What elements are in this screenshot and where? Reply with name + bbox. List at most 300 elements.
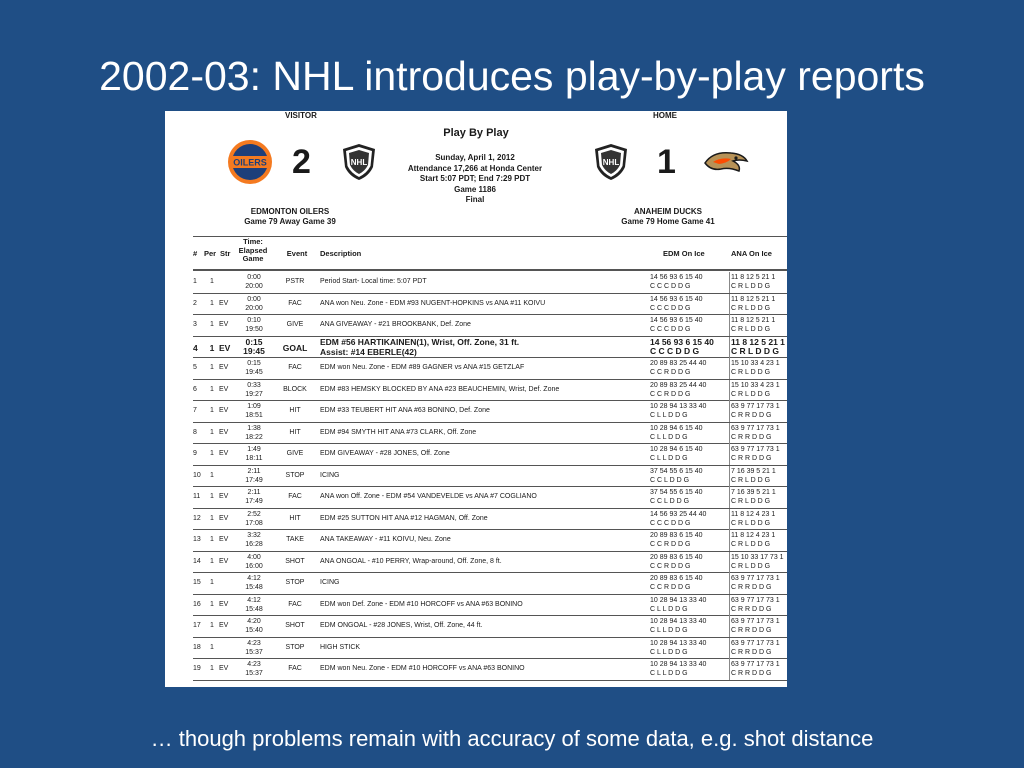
row-ana-on-ice (731, 273, 787, 293)
row-number: 13 (193, 536, 201, 543)
row-time-elapsed: 4:20 (247, 618, 261, 625)
row-ana-on-ice (731, 596, 787, 616)
row-event: GOAL (282, 342, 308, 353)
row-ana-on-ice (731, 574, 787, 594)
row-time-game: 15:40 (245, 627, 263, 634)
edm-player-positions: C C L D D G (650, 476, 690, 484)
row-edm-on-ice (650, 596, 730, 616)
edm-player-positions: C L L D D G (650, 455, 688, 462)
edm-player-numbers: 14 56 93 6 15 40 (650, 295, 703, 303)
ana-player-positions: C R R D D G (731, 627, 772, 634)
edm-player-positions: C C R D D G (650, 390, 691, 398)
row-ana-on-ice (731, 510, 787, 530)
ana-player-positions: C R L D D G (731, 304, 771, 312)
ana-player-positions: C R R D D G (731, 670, 772, 677)
row-description-line: ANA won Off. Zone - EDM #54 VANDEVELDE vs ANA #7 COGLIANO (320, 493, 537, 500)
edm-player-positions: C L L D D G (650, 412, 688, 419)
row-event: FAC (288, 665, 302, 672)
row-time-elapsed: 1:49 (247, 446, 261, 453)
row-event: PSTR (285, 278, 305, 285)
edm-player-numbers: 10 28 94 13 33 40 (650, 639, 707, 647)
row-edm-on-ice (650, 445, 730, 465)
row-edm-on-ice (650, 531, 730, 551)
table-row (193, 466, 787, 488)
row-time-elapsed: 4:23 (247, 661, 261, 668)
ana-player-numbers: 11 8 12 5 21 1 (731, 295, 776, 303)
row-time-elapsed: 1:38 (247, 424, 261, 432)
row-period: 1 (210, 622, 214, 629)
row-time (236, 338, 272, 358)
ice-column-divider (729, 552, 730, 573)
ana-player-positions: C R R D D G (731, 648, 772, 656)
row-number: 11 (193, 493, 201, 500)
row-time-game: 16:00 (245, 562, 263, 570)
edm-player-numbers: 20 89 83 6 15 40 (650, 575, 703, 582)
edm-player-numbers: 10 28 94 13 33 40 (650, 403, 707, 410)
table-row (193, 380, 787, 402)
row-time-elapsed: 2:52 (247, 510, 261, 518)
row-time-elapsed: 4:23 (247, 639, 261, 647)
row-event: TAKE (286, 536, 304, 543)
ice-column-divider (729, 595, 730, 616)
ice-column-divider (729, 423, 730, 444)
row-time-game: 15:37 (245, 648, 263, 656)
col-event: Event (286, 249, 308, 258)
row-time (236, 295, 272, 315)
table-row (193, 595, 787, 617)
edm-player-positions: C C C D D G (650, 326, 691, 333)
row-event: BLOCK (283, 385, 307, 393)
row-edm-on-ice (650, 639, 730, 659)
edm-player-numbers: 37 54 55 6 15 40 (650, 467, 703, 475)
nhl-logo-text: NHL (350, 158, 368, 167)
edm-player-positions: C C R D D G (650, 584, 691, 591)
row-edm-on-ice (650, 617, 730, 637)
ana-player-numbers: 11 8 12 5 21 1 (731, 317, 776, 324)
row-description-line: ANA GIVEAWAY - #21 BROOKBANK, Def. Zone (320, 321, 471, 328)
row-time-elapsed: 3:32 (247, 532, 261, 539)
row-event: GIVE (286, 450, 304, 457)
game-times: Start 5:07 PDT; End 7:29 PDT (419, 174, 531, 183)
row-number: 4 (193, 342, 198, 353)
row-period: 1 (210, 321, 214, 328)
ice-column-divider (729, 616, 730, 637)
ana-player-numbers: 63 9 77 17 73 1 (731, 639, 780, 647)
row-period: 1 (210, 536, 214, 543)
game-date: Sunday, April 1, 2012 (435, 153, 515, 162)
row-description-line: EDM ONGOAL - #28 JONES, Wrist, Off. Zone, 44 ft. (320, 622, 483, 629)
row-event: HIT (289, 514, 301, 522)
table-row (193, 358, 787, 380)
ana-player-numbers: 63 9 77 17 73 1 (731, 403, 780, 410)
row-strength: EV (219, 622, 229, 629)
row-ana-on-ice (731, 467, 787, 487)
row-number: 5 (193, 364, 197, 371)
row-period: 1 (210, 514, 214, 522)
row-description-line: EDM #25 SUTTON HIT ANA #12 HAGMAN, Off. Zone (320, 514, 488, 522)
ana-player-numbers: 15 10 33 4 23 1 (731, 381, 780, 389)
row-ana-on-ice (731, 445, 787, 465)
edm-player-numbers: 20 89 83 25 44 40 (650, 381, 707, 389)
row-number: 19 (193, 665, 201, 672)
row-ana-on-ice (731, 338, 787, 358)
ana-player-positions: C R L D D G (731, 498, 771, 505)
row-ana-on-ice (731, 316, 787, 336)
row-number: 3 (193, 321, 197, 328)
edm-player-positions: C C C D D G (650, 519, 691, 527)
report-title: Play By Play (443, 127, 509, 139)
header-rule-bottom (193, 269, 787, 271)
row-period: 1 (210, 493, 214, 500)
row-description-line: EDM #94 SMYTH HIT ANA #73 CLARK, Off. Zone (320, 428, 477, 436)
row-description-line2: Assist: #14 EBERLE(42) (320, 346, 417, 357)
edm-player-numbers: 14 56 93 25 44 40 (650, 510, 707, 518)
row-period: 1 (210, 579, 214, 586)
row-strength: EV (219, 536, 229, 543)
ana-player-numbers: 11 8 12 4 23 1 (731, 510, 776, 518)
row-description-line: EDM GIVEAWAY - #28 JONES, Off. Zone (320, 450, 450, 457)
row-description (320, 665, 650, 685)
home-score: 1 (657, 143, 676, 181)
row-time-game: 18:51 (245, 412, 263, 419)
row-time-elapsed: 0:15 (245, 336, 263, 347)
slide-footnote: … though problems remain with accuracy of some data, e.g. shot distance (150, 726, 874, 751)
row-strength: EV (219, 385, 229, 393)
edm-player-numbers: 10 28 94 13 33 40 (650, 618, 707, 625)
row-time (236, 316, 272, 336)
row-ana-on-ice (731, 553, 787, 573)
row-number: 2 (193, 299, 197, 307)
edm-player-positions: C C C D D G (650, 345, 700, 356)
ice-column-divider (729, 401, 730, 422)
row-number: 16 (193, 600, 201, 608)
ana-player-positions: C R R D D G (731, 412, 772, 419)
ana-player-positions: C R R D D G (731, 605, 772, 613)
row-ana-on-ice (731, 639, 787, 659)
row-description (320, 337, 650, 357)
row-edm-on-ice (650, 488, 730, 508)
row-time (236, 510, 272, 530)
visitor-team-block (205, 207, 375, 227)
row-number: 8 (193, 428, 197, 436)
edm-player-positions: C C R D D G (650, 562, 691, 570)
edm-player-numbers: 10 28 94 6 15 40 (650, 446, 703, 453)
edm-player-numbers: 10 28 94 13 33 40 (650, 596, 707, 604)
edm-player-numbers: 14 56 93 6 15 40 (650, 274, 703, 281)
row-time-elapsed: 0:33 (247, 381, 261, 389)
row-period: 1 (210, 385, 214, 393)
visitor-team-name: EDMONTON OILERS (250, 207, 330, 216)
row-ana-on-ice (731, 359, 787, 379)
table-row (193, 509, 787, 531)
ana-player-positions: C R L D D G (731, 369, 771, 376)
row-number: 7 (193, 407, 197, 414)
event-rows (193, 272, 787, 681)
row-number: 9 (193, 450, 197, 457)
row-time (236, 359, 272, 379)
row-description-line: ICING (320, 579, 340, 586)
row-time-elapsed: 0:10 (247, 317, 261, 324)
row-time-game: 20:00 (245, 304, 263, 312)
edm-player-positions: C C L D D G (650, 498, 690, 505)
ice-column-divider (729, 272, 730, 293)
row-period: 1 (210, 450, 214, 457)
ana-player-positions: C R L D D G (731, 390, 771, 398)
ana-player-numbers: 63 9 77 17 73 1 (731, 661, 780, 668)
row-time-elapsed: 4:00 (247, 553, 261, 561)
row-period: 1 (209, 342, 215, 353)
table-row (193, 573, 787, 595)
row-description-line: ANA ONGOAL - #10 PERRY, Wrap-around, Off. Zone, 8 ft. (320, 557, 502, 565)
row-time-game: 15:37 (245, 670, 263, 677)
row-edm-on-ice (650, 402, 730, 422)
edm-player-numbers: 37 54 55 6 15 40 (650, 489, 703, 496)
edm-player-positions: C L L D D G (650, 648, 688, 656)
ice-column-divider (729, 444, 730, 465)
ana-player-numbers: 11 8 12 5 21 1 (731, 337, 785, 347)
edm-player-numbers: 20 89 83 6 15 40 (650, 553, 703, 561)
row-description-line: ICING (320, 471, 340, 479)
row-time (236, 445, 272, 465)
row-period: 1 (210, 278, 214, 285)
row-time-elapsed: 2:11 (247, 489, 261, 496)
row-time (236, 402, 272, 422)
header-rule-top (193, 236, 787, 237)
nhl-shield-icon (341, 143, 377, 181)
ana-player-numbers: 11 8 12 4 23 1 (731, 532, 776, 539)
ice-column-divider (729, 337, 730, 358)
row-ana-on-ice (731, 488, 787, 508)
row-edm-on-ice (650, 273, 730, 293)
row-time-game: 18:11 (245, 455, 263, 462)
edm-player-numbers: 10 28 94 6 15 40 (650, 424, 703, 432)
row-strength: EV (219, 321, 229, 328)
row-description-line: EDM #33 TEUBERT HIT ANA #63 BONINO, Def. Zone (320, 407, 490, 414)
ana-player-numbers: 7 16 39 5 21 1 (731, 489, 776, 496)
row-strength: EV (219, 600, 229, 608)
row-time-game: 18:22 (245, 433, 263, 441)
ana-player-numbers: 15 10 33 17 73 1 (731, 553, 784, 561)
row-description-line: EDM won Def. Zone - EDM #10 HORCOFF vs ANA #63 BONINO (320, 600, 523, 608)
row-time-game: 19:50 (245, 326, 263, 333)
row-event: FAC (288, 493, 302, 500)
row-period: 1 (210, 407, 214, 414)
nhl-logo-text: NHL (602, 158, 620, 167)
row-time-elapsed: 0:15 (247, 360, 261, 367)
ice-column-divider (729, 638, 730, 659)
ana-player-numbers: 63 9 77 17 73 1 (731, 446, 780, 453)
table-row (193, 659, 787, 681)
edm-player-positions: C L L D D G (650, 670, 688, 677)
row-time (236, 488, 272, 508)
row-edm-on-ice (650, 467, 730, 487)
row-time-game: 17:49 (245, 498, 263, 505)
edm-player-numbers: 14 56 93 6 15 40 (650, 317, 703, 324)
row-time (236, 660, 272, 680)
ana-player-positions: C R L D D G (731, 541, 771, 548)
edm-player-positions: C L L D D G (650, 627, 688, 634)
row-strength: EV (219, 407, 229, 414)
ice-column-divider (729, 573, 730, 594)
table-row (193, 487, 787, 509)
row-strength: EV (219, 493, 229, 500)
table-row (193, 530, 787, 552)
row-time-game: 19:27 (245, 390, 263, 398)
home-team-name: ANAHEIM DUCKS (634, 207, 702, 216)
row-description-line: Period Start- Local time: 5:07 PDT (320, 278, 427, 285)
col-per: Per (204, 249, 217, 258)
row-time (236, 574, 272, 594)
row-number: 6 (193, 385, 197, 393)
edm-player-positions: C C R D D G (650, 541, 691, 548)
table-row (193, 401, 787, 423)
row-event: GIVE (286, 321, 304, 328)
slide-title: 2002-03: NHL introduces play-by-play reports (99, 53, 925, 99)
row-edm-on-ice (650, 553, 730, 573)
table-row (193, 272, 787, 294)
row-period: 1 (210, 471, 214, 479)
visitor-label: VISITOR (285, 111, 317, 120)
ice-column-divider (729, 358, 730, 379)
table-row (193, 638, 787, 660)
row-period: 1 (210, 600, 214, 608)
row-time (236, 531, 272, 551)
ana-player-positions: C R L D D G (731, 326, 771, 333)
home-team-block (583, 207, 753, 227)
row-time (236, 617, 272, 637)
ana-player-numbers: 63 9 77 17 73 1 (731, 575, 780, 582)
row-event: FAC (288, 299, 302, 307)
row-event: FAC (288, 364, 302, 371)
edm-player-positions: C L L D D G (650, 605, 688, 613)
edm-player-positions: C L L D D G (650, 433, 688, 441)
edm-player-numbers: 14 56 93 6 15 40 (650, 337, 714, 347)
row-strength: EV (219, 299, 229, 307)
row-description-line: EDM #83 HEMSKY BLOCKED BY ANA #23 BEAUCHEMIN, Wrist, Def. Zone (320, 385, 560, 393)
row-edm-on-ice (650, 338, 730, 358)
row-ana-on-ice (731, 424, 787, 444)
home-team-game: Game 79 Home Game 41 (621, 217, 715, 226)
col-time: Time: Elapsed Game (238, 237, 268, 263)
row-ana-on-ice (731, 531, 787, 551)
col-description: Description (320, 249, 362, 258)
row-number: 14 (193, 557, 201, 565)
row-number: 10 (193, 471, 201, 479)
row-time-elapsed: 0:00 (247, 295, 261, 303)
row-ana-on-ice (731, 381, 787, 401)
row-time-elapsed: 4:12 (247, 575, 261, 582)
ana-player-positions: C R R D D G (731, 584, 772, 591)
game-info (375, 153, 575, 206)
row-time (236, 273, 272, 293)
ana-player-numbers: 11 8 12 5 21 1 (731, 274, 776, 281)
row-edm-on-ice (650, 510, 730, 530)
row-event: FAC (288, 600, 302, 608)
row-time (236, 596, 272, 616)
row-time (236, 467, 272, 487)
ice-column-divider (729, 530, 730, 551)
row-description-line: EDM #56 HARTIKAINEN(1), Wrist, Off. Zone, 31 ft. (320, 336, 520, 347)
row-time-elapsed: 1:09 (247, 403, 261, 410)
edm-player-positions: C C C D D G (650, 304, 691, 312)
row-description-line: HIGH STICK (320, 643, 361, 651)
play-by-play-report (165, 111, 787, 687)
row-edm-on-ice (650, 424, 730, 444)
row-strength: EV (219, 665, 229, 672)
row-event: STOP (285, 579, 305, 586)
row-strength: EV (219, 450, 229, 457)
col-edm-ice: EDM On Ice (663, 249, 705, 258)
ana-player-positions: C R R D D G (731, 433, 772, 441)
ana-player-numbers: 7 16 39 5 21 1 (731, 467, 776, 475)
ice-column-divider (729, 380, 730, 401)
col-num: # (193, 249, 198, 258)
ice-column-divider (729, 315, 730, 336)
row-time-game: 15:48 (245, 605, 263, 613)
ana-player-numbers: 15 10 33 4 23 1 (731, 360, 780, 367)
col-ana-ice: ANA On Ice (731, 249, 772, 258)
row-edm-on-ice (650, 359, 730, 379)
row-ana-on-ice (731, 402, 787, 422)
row-time-game: 17:08 (245, 519, 263, 527)
row-time (236, 639, 272, 659)
row-event: SHOT (285, 622, 305, 629)
row-description-line: EDM won Neu. Zone - EDM #89 GAGNER vs ANA #15 GETZLAF (320, 364, 525, 371)
table-row (193, 616, 787, 638)
ana-player-positions: C R L D D G (731, 345, 780, 356)
row-time (236, 424, 272, 444)
row-time-elapsed: 2:11 (247, 467, 261, 475)
nhl-shield-icon (593, 143, 629, 181)
row-event: HIT (289, 407, 301, 414)
table-row (193, 423, 787, 445)
home-label: HOME (653, 111, 677, 120)
game-number: Game 1186 (454, 184, 496, 194)
row-period: 1 (210, 665, 214, 672)
row-number: 17 (193, 622, 201, 629)
ana-player-positions: C R L D D G (731, 476, 771, 484)
row-period: 1 (210, 299, 214, 307)
row-period: 1 (210, 428, 214, 436)
edm-player-positions: C C C D D G (650, 283, 691, 290)
row-edm-on-ice (650, 660, 730, 680)
visitor-score: 2 (292, 143, 311, 181)
row-time-game: 15:48 (245, 584, 263, 591)
row-event: HIT (289, 428, 301, 436)
ice-column-divider (729, 659, 730, 680)
table-row (193, 315, 787, 337)
row-time (236, 381, 272, 401)
row-event: STOP (285, 643, 305, 651)
row-time-game: 20:00 (245, 283, 263, 290)
edm-player-numbers: 20 89 83 25 44 40 (650, 360, 707, 367)
row-period: 1 (210, 364, 214, 371)
game-attendance: Attendance 17,266 at Honda Center (407, 163, 543, 173)
ana-player-numbers: 63 9 77 17 73 1 (731, 424, 780, 432)
row-ana-on-ice (731, 660, 787, 680)
row-strength: EV (219, 428, 229, 436)
row-time (236, 553, 272, 573)
table-row (193, 552, 787, 574)
visitor-team-game: Game 79 Away Game 39 (244, 217, 336, 226)
row-time-elapsed: 0:00 (247, 274, 261, 281)
ana-player-numbers: 63 9 77 17 73 1 (731, 596, 780, 604)
row-period: 1 (210, 643, 214, 651)
ice-column-divider (729, 294, 730, 315)
row-strength: EV (219, 514, 229, 522)
row-edm-on-ice (650, 316, 730, 336)
row-time-game: 19:45 (243, 345, 265, 356)
